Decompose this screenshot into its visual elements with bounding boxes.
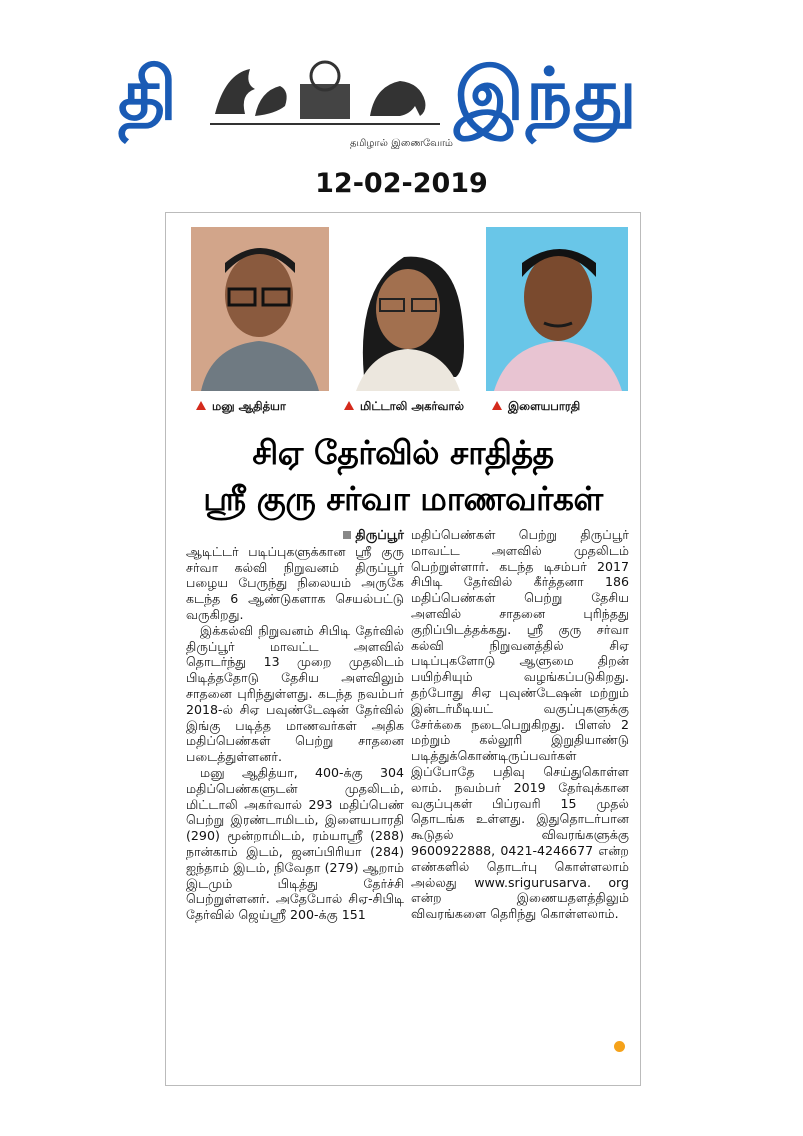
article-column-right: [411, 527, 629, 922]
photo-caption: மிட்டாலி அகர்வால்: [344, 399, 464, 415]
article-paragraph: இக்கல்வி நிறுவனம் சிபிடி தேர்வில் திருப்பூர் மாவட்ட அளவில் தொடர்ந்து 13 முறை முதலிடம் பிடித்ததோடு தேசிய அளவிலும் சாதனை புரிந்துள்ளது. கடந்த நவம்பர் 2018-ல் சிஏ பவுண்டேஷன் தேர்வில் இங்கு படித்த மாணவர்கள் அதிக மதிப்பெண்கள் பெற்று சாதனை படைத்துள்ளனர்.: [186, 622, 404, 765]
tagline: தமிழால் இணைவோம்: [350, 138, 453, 149]
caption-triangle-icon: [196, 401, 206, 410]
brand-name-left: தி: [118, 52, 177, 136]
masthead-emblem: [205, 54, 445, 134]
headline-line-1: சிஏ தேர்வில் சாதித்த: [252, 433, 554, 472]
photo-mitali-agarwal: [336, 227, 474, 391]
square-bullet-icon: [343, 531, 351, 539]
photo-caption: இளையபாரதி: [492, 399, 580, 415]
caption-triangle-icon: [492, 401, 502, 410]
article-column-left: [186, 527, 404, 923]
dateline: திருப்பூர்: [186, 527, 404, 543]
photo-ilaiyabharathi: [486, 227, 628, 391]
publication-date: 12-02-2019: [315, 168, 488, 199]
caption-triangle-icon: [344, 401, 354, 410]
photo-caption: மனு ஆதித்யா: [196, 399, 286, 415]
brand-name-right: இந்து: [454, 52, 639, 136]
headline-line-2: ஸ்ரீ குரு சர்வா மாணவர்கள்: [203, 479, 603, 518]
article-paragraph: மதிப்பெண்கள் பெற்று திருப்பூர் மாவட்ட அளவில் முதலிடம் பெற்றுள்ளார். கடந்த டிசம்பர் 2017 சிபிடி தேர்வில் கீர்த்தனா 186 மதிப்பெண்கள் பெற்று தேசிய அளவில் சாதனை புரிந்தது குறிப்பிடத்தக்கது. ஸ்ரீ குரு சர்வா கல்வி நிறுவனத்தில் சிஏ படிப்புகளோடு ஆளுமை திறன் பயிற்சியும் வழங்கப்படுகிறது. தற்போது சிஏ புவுண்டேஷன் மற்றும் இன்டர்மீடியட் வகுப்புகளுக்கு சேர்க்கை நடைபெறுகிறது. பிளஸ் 2 மற்றும் கல்லூரி இறுதியாண்டு படித்துக்கொண்டிருப்பவர்கள் இப்போதே பதிவு செய்துகொள்ள லாம். நவம்பர் 2019 தேர்வுக்கான வகுப்புகள் பிப்ரவரி 15 முதல் தொடங்க உள்ளது. இதுதொடர்பான கூடுதல் விவரங்களுக்கு 9600922888, 0421-4246677 என்ற எண்களில் தொடர்பு கொள்ளலாம் அல்லது www.srigurusarva. org என்ற இணையதளத்திலும் விவரங்களை தெரிந்து கொள்ளலாம்.: [411, 527, 629, 922]
news-clipping: [165, 212, 641, 1086]
end-of-article-dot-icon: [614, 1041, 625, 1052]
photo-manu-adithya: [191, 227, 329, 391]
article-paragraph: ஆடிட்டர் படிப்புகளுக்கான ஸ்ரீ குரு சர்வா கல்வி நிறுவனம் திருப்பூர் பழைய பேருந்து நிலையம் அருகே கடந்த 6 ஆண்டுகளாக செயல்பட்டு வருகிறது.: [186, 543, 404, 622]
article-paragraph: மனு ஆதித்யா, 400-க்கு 304 மதிப்பெண்களுடன் முதலிடம், மிட்டாலி அகர்வால் 293 மதிப்பெண் பெற்று இரண்டாமிடம், இளையபாரதி (290) மூன்றாமிடம், ரம்யாஸ்ரீ (288) நான்காம் இடம், ஜனப்பிரியா (284) ஐந்தாம் இடம், நிவேதா (279) ஆறாம் இடமும் பிடித்து தேர்ச்சி பெற்றுள்ளனர். அதேபோல் சிஏ-சிபிடி தேர்வில் ஜெய்ஸ்ரீ 200-க்கு 151: [186, 764, 404, 923]
masthead: [0, 48, 803, 158]
